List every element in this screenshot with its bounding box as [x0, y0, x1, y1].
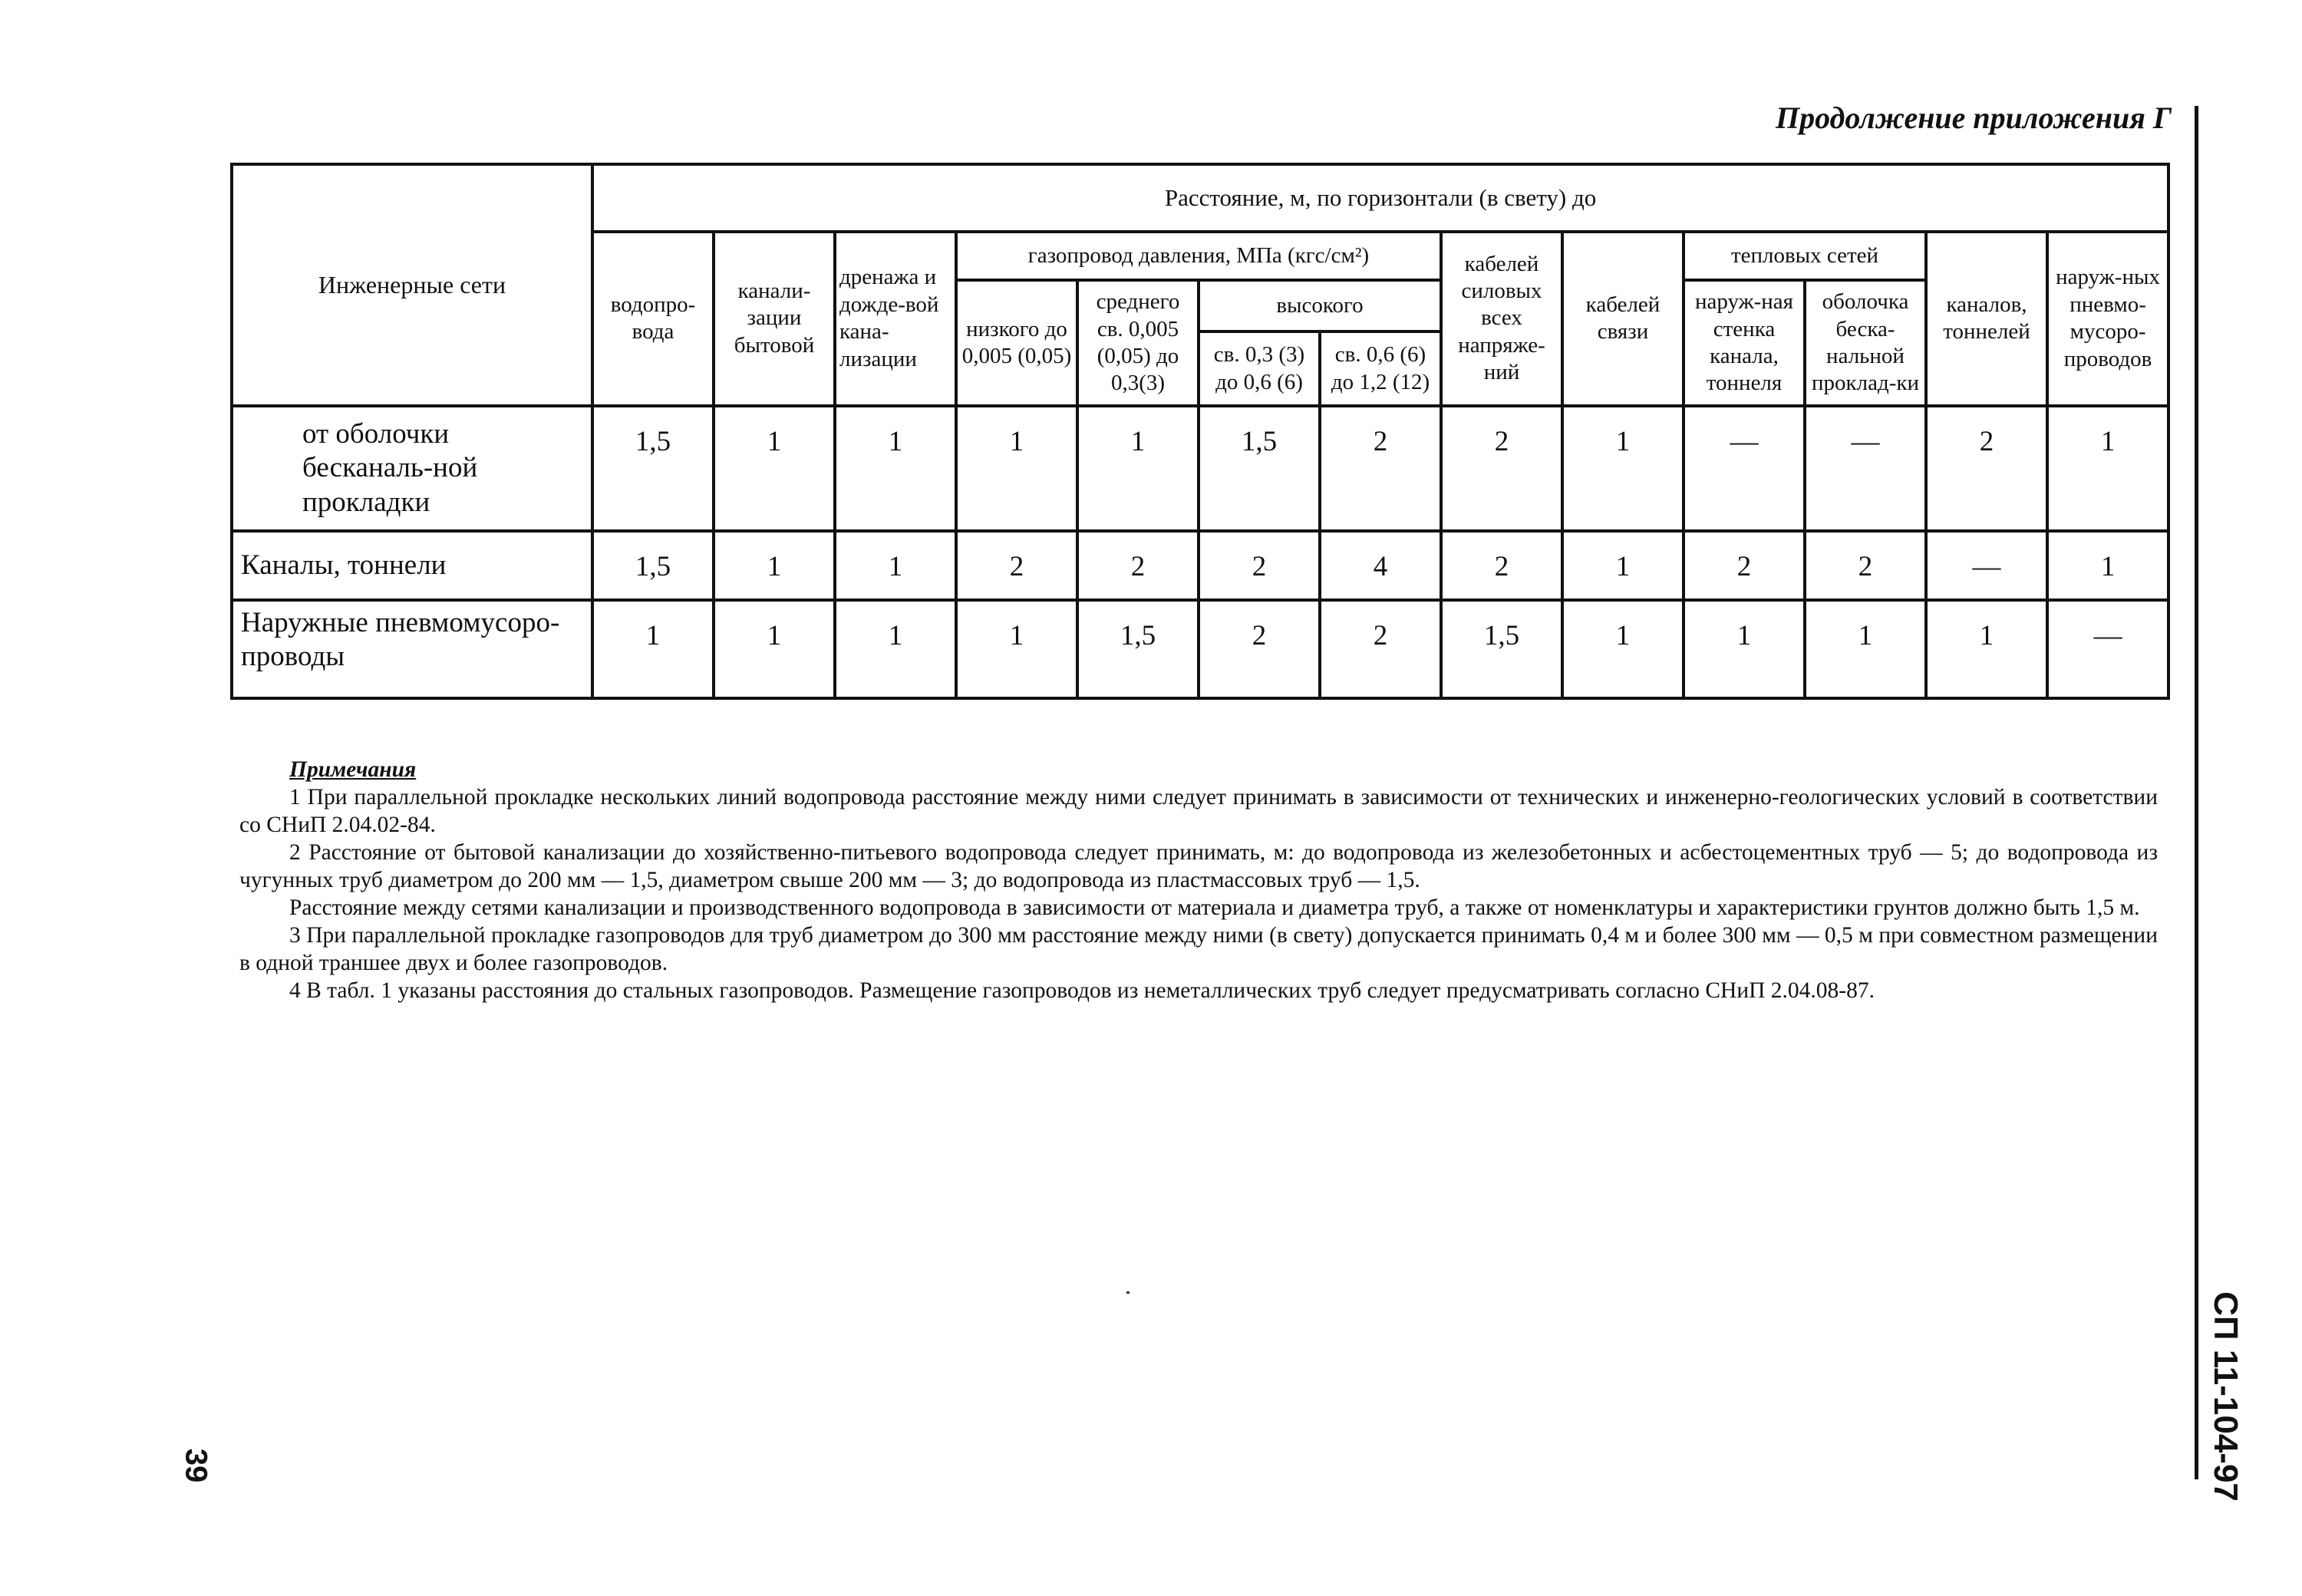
cell-value: 2 — [956, 531, 1077, 600]
header-channels: каналов, тоннелей — [1926, 232, 2047, 406]
cell-value: 2 — [1199, 531, 1320, 600]
header-sewer: канали-зации бытовой — [714, 232, 835, 406]
cell-value: 1 — [2047, 406, 2168, 531]
table-row — [232, 600, 2168, 698]
header-gas-mid: среднего св. 0,005 (0,05) до 0,3(3) — [1077, 280, 1199, 406]
page-number-text: 39 — [179, 1448, 213, 1483]
cell-value: 1 — [956, 600, 1077, 698]
cell-value: 1 — [1077, 406, 1199, 531]
cell-value: 1 — [835, 531, 956, 600]
distance-table — [230, 163, 2170, 700]
cell-value: 1 — [714, 531, 835, 600]
header-comm-cables: кабелей связи — [1562, 232, 1684, 406]
cell-value: 1 — [2047, 531, 2168, 600]
cell-value: 2 — [1199, 600, 1320, 698]
cell-value: 1,5 — [592, 531, 714, 600]
cell-value: 1,5 — [1199, 406, 1320, 531]
header-pneumo: наруж-ных пневмо-мусоро-проводов — [2047, 232, 2168, 406]
header-heat-group: тепловых сетей — [1684, 232, 1926, 281]
page-number — [173, 1443, 219, 1489]
table-row — [232, 406, 2168, 531]
note-item: 3 При параллельной прокладке газопроводов для труб диаметром до 300 мм расстояние между ними (в свету) допускается принимать 0,4 м и более 300 мм — 0,5 м при совместном размещении в одной траншее двух и более газопроводов. — [239, 923, 2158, 975]
cell-value: 1 — [1805, 600, 1926, 698]
row-name: Каналы, тоннели — [232, 531, 592, 600]
cell-value: 1 — [1562, 600, 1684, 698]
cell-value: 1 — [835, 600, 956, 698]
cell-value: 2 — [1926, 406, 2047, 531]
note-item: 2 Расстояние от бытовой канализации до хозяйственно-питьевого водопровода следует принимать, м: до водопровода из железобетонных и асбестоцементных труб — 5; до водопровода из чугунных труб диаметром до 200 мм — 1,5, диаметром свыше 200 мм — 3; до водопровода из пластмассовых труб — 1,5. — [239, 840, 2158, 892]
note-item: 1 При параллельной прокладке нескольких линий водопровода расстояние между ними следует принимать в зависимости от технических и инженерно-геологических условий в соответствии со СНиП 2.04.02-84. — [239, 785, 2158, 837]
cell-value: 1 — [592, 600, 714, 698]
header-gas-high-2: св. 0,6 (6) до 1,2 (12) — [1320, 331, 1441, 405]
header-heat-wall: наруж-ная стенка канала, тоннеля — [1684, 280, 1805, 406]
header-gas-group: газопровод давления, МПа (кгс/см²) — [956, 232, 1441, 281]
cell-value: — — [1926, 531, 2047, 600]
notes-section — [239, 756, 2158, 1004]
cell-value: 1,5 — [1077, 600, 1199, 698]
cell-value: 2 — [1805, 531, 1926, 600]
row-name: Наружные пневмомусоро-проводы — [232, 600, 592, 698]
notes-title: Примечания — [289, 757, 417, 782]
header-gas-high-group: высокого — [1199, 280, 1441, 331]
table-row — [232, 531, 2168, 600]
right-margin-rule — [2195, 106, 2198, 1479]
note-item: Расстояние между сетями канализации и производственного водопровода в зависимости от материала и диаметра труб, а также от номенклатуры и характеристики грунтов должно быть 1,5 м. — [289, 895, 2140, 920]
cell-value: 2 — [1077, 531, 1199, 600]
cell-value: 1 — [956, 406, 1077, 531]
header-drain: дренажа и дожде-вой кана-лизации — [835, 232, 956, 406]
header-distance-caption: Расстояние, м, по горизонтали (в свету) до — [592, 164, 2168, 232]
cell-value: — — [1805, 406, 1926, 531]
header-gas-low: низкого до 0,005 (0,05) — [956, 280, 1077, 406]
document-code-text: СП 11-104-97 — [2207, 1291, 2244, 1502]
cell-value: 1,5 — [592, 406, 714, 531]
header-gas-high-1: св. 0,3 (3) до 0,6 (6) — [1199, 331, 1320, 405]
row-name: от оболочки бесканаль-ной прокладки — [232, 406, 592, 531]
cell-value: 1 — [1562, 531, 1684, 600]
document-code — [2202, 1291, 2248, 1502]
cell-value: 4 — [1320, 531, 1441, 600]
cell-value: 1 — [714, 406, 835, 531]
header-engineering-networks: Инженерные сети — [232, 164, 592, 406]
cell-value: 2 — [1441, 406, 1562, 531]
cell-value: 1 — [835, 406, 956, 531]
cell-value: 1 — [1926, 600, 2047, 698]
cell-value: 2 — [1320, 406, 1441, 531]
note-item: 4 В табл. 1 указаны расстояния до стальных газопроводов. Размещение газопроводов из неметаллических труб следует предусматривать согласно СНиП 2.04.08-87. — [289, 978, 1875, 1003]
scan-speck — [1126, 1291, 1130, 1294]
cell-value: 1 — [1684, 600, 1805, 698]
header-water: водопро-вода — [592, 232, 714, 406]
cell-value: 2 — [1441, 531, 1562, 600]
header-heat-shell: оболочка беска-нальной проклад-ки — [1805, 280, 1926, 406]
cell-value: 1,5 — [1441, 600, 1562, 698]
cell-value: 2 — [1320, 600, 1441, 698]
cell-value: — — [2047, 600, 2168, 698]
page-header-title: Продолжение приложения Г — [1775, 101, 2172, 135]
cell-value: — — [1684, 406, 1805, 531]
cell-value: 1 — [714, 600, 835, 698]
cell-value: 2 — [1684, 531, 1805, 600]
cell-value: 1 — [1562, 406, 1684, 531]
header-power-cables: кабелей силовых всех напряже-ний — [1441, 232, 1562, 406]
